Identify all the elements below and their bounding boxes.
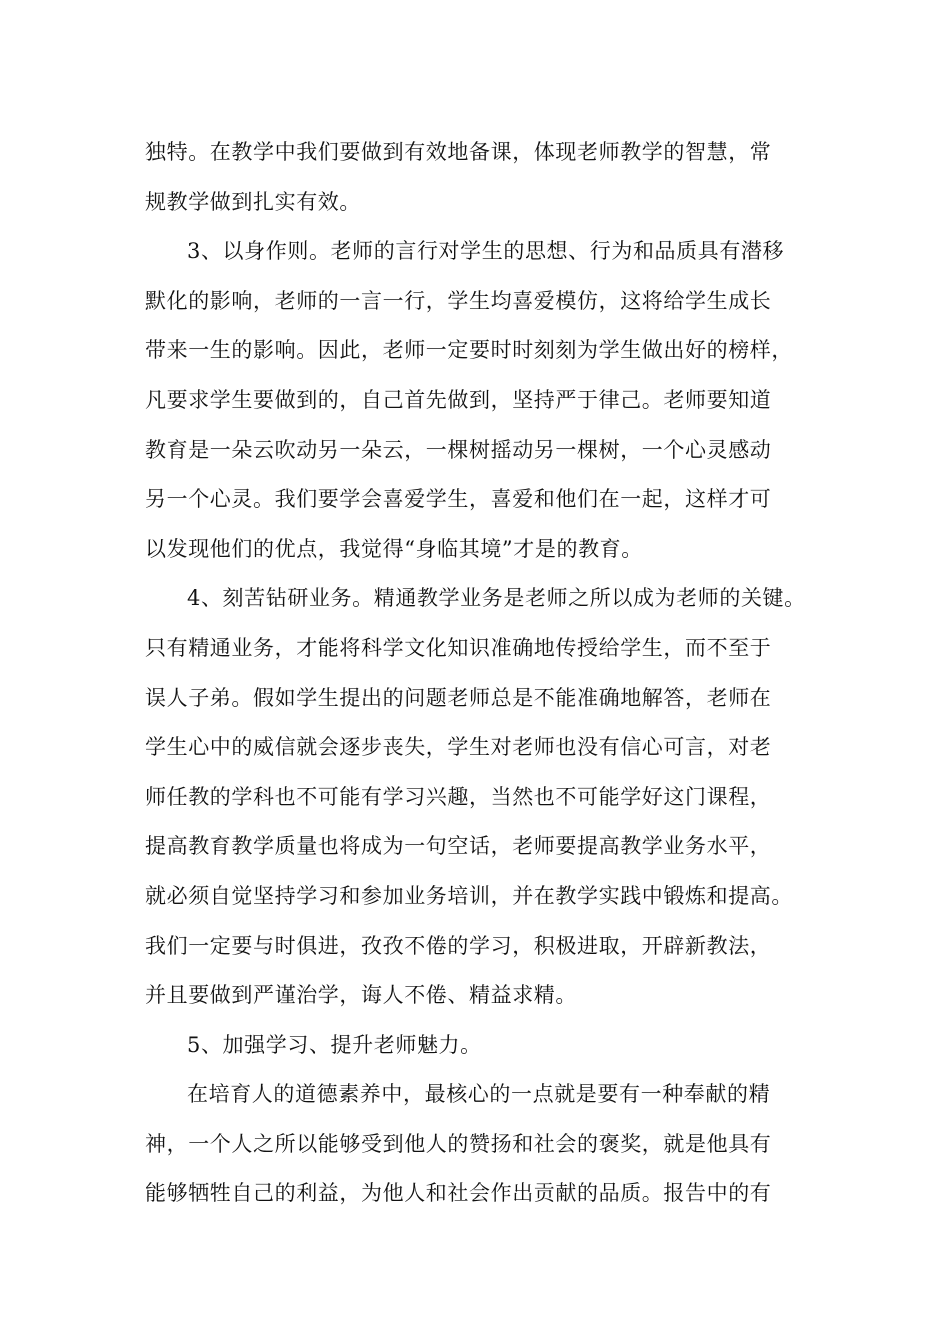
- document-body: [145, 128, 825, 1219]
- text-line: 带来一生的影响。因此，老师一定要时时刻刻为学生做出好的榜样，: [145, 338, 793, 363]
- text-line: 教育是一朵云吹动另一朵云，一棵树摇动另一棵树，一个心灵感动: [145, 437, 772, 462]
- text-line: 学生心中的威信就会逐步丧失，学生对老师也没有信心可言，对老: [145, 735, 772, 760]
- text-line: 只有精通业务，才能将科学文化知识准确地传授给学生，而不至于: [145, 635, 772, 660]
- text-line: 我们一定要与时俱进，孜孜不倦的学习，积极进取，开辟新教法，: [145, 933, 772, 958]
- text-line: 并且要做到严谨治学，诲人不倦、精益求精。: [145, 983, 577, 1008]
- text-line: 能够牺牲自己的利益，为他人和社会作出贡献的品质。报告中的有: [145, 1181, 772, 1206]
- text-line: 以发现他们的优点，我觉得“身临其境”才是的教育。: [145, 536, 643, 561]
- text-line: 师任教的学科也不可能有学习兴趣，当然也不可能学好这门课程，: [145, 784, 772, 809]
- text-line: 凡要求学生要做到的，自己首先做到，坚持严于律己。老师要知道: [145, 387, 772, 412]
- section-5-heading-line: 5、加强学习、提升老师魅力。: [187, 1032, 482, 1057]
- section-4-heading-line: 4、刻苦钻研业务。精通教学业务是老师之所以成为老师的关键。: [187, 586, 806, 611]
- text-line: 另一个心灵。我们要学会喜爱学生，喜爱和他们在一起，这样才可: [145, 487, 772, 512]
- text-line: 默化的影响，老师的一言一行，学生均喜爱模仿，这将给学生成长: [145, 288, 772, 313]
- text-line: 规教学做到扎实有效。: [145, 189, 361, 214]
- section-3-heading-line: 3、以身作则。老师的言行对学生的思想、行为和品质具有潜移: [187, 239, 785, 264]
- text-line: 神，一个人之所以能够受到他人的赞扬和社会的褒奖，就是他具有: [145, 1131, 772, 1156]
- paragraph-start-line: 在培育人的道德素养中，最核心的一点就是要有一种奉献的精: [187, 1082, 771, 1107]
- text-line: 提高教育教学质量也将成为一句空话，老师要提高教学业务水平，: [145, 834, 772, 859]
- text-line: 误人子弟。假如学生提出的问题老师总是不能准确地解答，老师在: [145, 685, 772, 710]
- text-line: 就必须自觉坚持学习和参加业务培训，并在教学实践中锻炼和提高。: [145, 883, 793, 908]
- text-line: 独特。在教学中我们要做到有效地备课，体现老师教学的智慧，常: [145, 140, 772, 164]
